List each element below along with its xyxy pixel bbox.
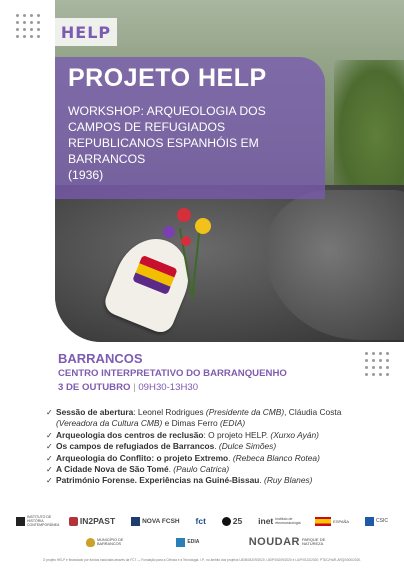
- event-date: 3 DE OUTUBRO | 09H30-13H30: [58, 382, 199, 393]
- fct-logo: fct: [195, 516, 206, 526]
- workshop-subtitle: WORKSHOP: ARQUEOLOGIA DOS CAMPOS DE REFUGIADOS REPUBLICANOS ESPANHÓIS EM BARRANCOS (1936): [68, 104, 266, 182]
- dot-grid-top: [16, 14, 40, 38]
- check-icon: ✓: [46, 453, 53, 463]
- check-icon: ✓: [46, 408, 53, 417]
- partner-logos-row-2: [86, 535, 326, 549]
- republican-flag-icon: [132, 255, 178, 295]
- inet-logo: inet Instituto de etnomusicologia: [258, 516, 301, 526]
- flower: [195, 218, 211, 234]
- in2past-logo: IN2PAST: [69, 516, 115, 526]
- barrancos-municipality-logo: MUNICÍPIO DE BARRANCOS: [86, 538, 127, 547]
- page-title: PROJETO HELP: [68, 64, 267, 92]
- location-venue: CENTRO INTERPRETATIVO DO BARRANQUENHO: [58, 368, 287, 379]
- program-item: ✓ A Cidade Nova de São Tomé. (Paulo Catrica): [46, 464, 230, 475]
- location-town: BARRANCOS: [58, 351, 143, 366]
- check-icon: ✓: [46, 465, 53, 475]
- program-item: ✓ Arqueologia do Conflito: o projeto Extremo. (Rebeca Blanco Rotea): [46, 452, 320, 463]
- funding-footnote: O projeto HELP é financiado por fundos nacionais através da FCT — Fundação para a Ciência e a Tecnologia, I.P., no âmbito dos projetos UIDB/04209/2020, UIDP/04209/2020 e LA/P/0132/2020; PTDC/HAR-ARQ/0000/2020.: [42, 558, 362, 562]
- espana-logo: ESPAÑA: [315, 517, 349, 526]
- flower: [181, 236, 191, 246]
- edia-logo: EDIA: [176, 538, 199, 547]
- check-icon: ✓: [46, 476, 53, 486]
- check-icon: ✓: [46, 442, 53, 452]
- partner-logos-row-1: [16, 514, 388, 528]
- program-item: ✓ Os campos de refugiados de Barrancos. (Dulce Simões): [46, 441, 277, 452]
- csic-logo: CSIC: [365, 517, 388, 526]
- program-item: ✓ Sessão de abertura: Leonel Rodrigues (Presidente da CMB), Cláudia Costa (Vereadora da Cultura CMB) e Dimas Ferro (EDIA): [46, 407, 342, 429]
- flower: [163, 226, 175, 238]
- nova-fcsh-logo: NOVA FCSH: [131, 517, 180, 526]
- ihc-logo: INSTITUTO DE HISTÓRIA CONTEMPORÂNEA: [16, 515, 53, 527]
- program-list: [46, 407, 368, 487]
- 25-abril-logo: 25: [222, 516, 242, 526]
- program-item: ✓ Património Forense. Experiências na Guiné-Bissau. (Ruy Blanes): [46, 475, 313, 486]
- help-logo: HELP: [55, 18, 117, 46]
- program-item: ✓ Arqueologia dos centros de reclusão: O projeto HELP. (Xurxo Ayán): [46, 429, 319, 440]
- check-icon: ✓: [46, 430, 53, 440]
- dot-grid-right: [365, 352, 389, 376]
- noudar-logo: NOUDAR PARQUE DE NATUREZA: [248, 536, 326, 548]
- flower: [177, 208, 191, 222]
